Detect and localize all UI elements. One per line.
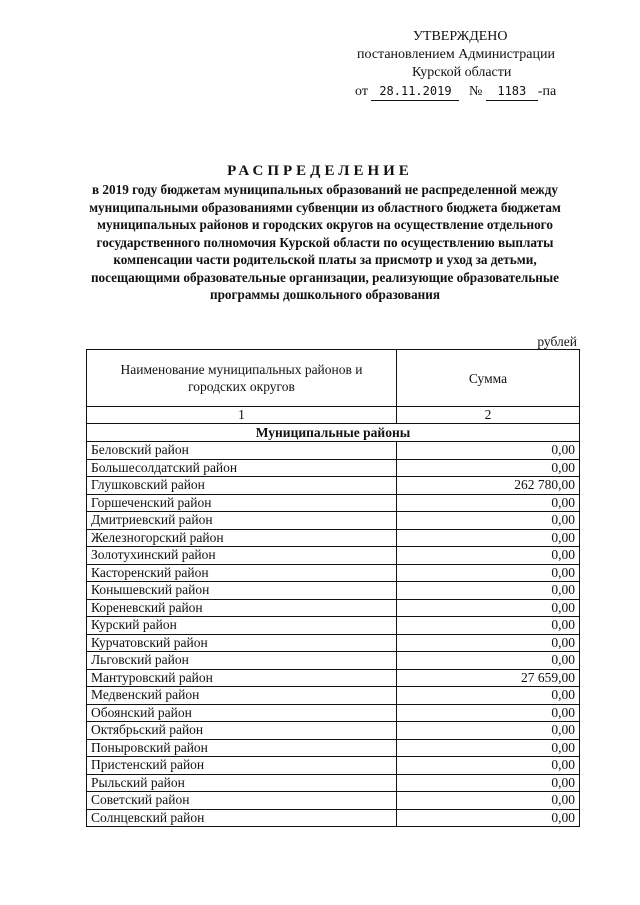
number-label: № (468, 84, 483, 99)
table-row (87, 792, 580, 810)
table-row (87, 652, 580, 670)
district-name: Золотухинский район (87, 547, 397, 565)
district-name: Кореневский район (87, 599, 397, 617)
district-amount: 0,00 (397, 582, 580, 600)
table-row (87, 512, 580, 530)
district-name: Курский район (87, 617, 397, 635)
section-row (87, 424, 580, 442)
district-amount: 0,00 (397, 459, 580, 477)
district-amount: 27 659,00 (397, 669, 580, 687)
district-amount: 0,00 (397, 547, 580, 565)
district-name: Касторенский район (87, 564, 397, 582)
district-name: Мантуровский район (87, 669, 397, 687)
document-title: РАСПРЕДЕЛЕНИЕ (227, 163, 413, 179)
unit-label: рублей (537, 334, 577, 349)
table-row (87, 809, 580, 827)
decree-number: 1183 (486, 82, 538, 101)
district-name: Глушковский район (87, 477, 397, 495)
table-row (87, 599, 580, 617)
district-name: Рыльский район (87, 774, 397, 792)
district-amount: 0,00 (397, 617, 580, 635)
district-amount: 0,00 (397, 722, 580, 740)
approval-date-line (355, 82, 595, 101)
column-number-1: 1 (87, 407, 397, 424)
district-name: Дмитриевский район (87, 512, 397, 530)
table-row (87, 582, 580, 600)
document-subtitle: в 2019 году бюджетам муниципальных образований не распределенной между муниципальными образованиями субвенции из областного бюджета бюджетам муниципальных районов и городских округов на осуществление отдельного государственного полномочия Курской области по осуществлению выплаты компенсации части родительской платы за присмотр и уход за детьми, посещающими образовательные организации, реализующие образовательные программы дошкольного образования (89, 182, 561, 302)
district-amount: 0,00 (397, 512, 580, 530)
district-name: Советский район (87, 792, 397, 810)
table-row (87, 739, 580, 757)
table-row (87, 529, 580, 547)
district-amount: 0,00 (397, 757, 580, 775)
district-name: Курчатовский район (87, 634, 397, 652)
district-amount: 0,00 (397, 739, 580, 757)
column-number-2: 2 (397, 407, 580, 424)
table-row (87, 442, 580, 460)
decree-suffix: -па (537, 84, 557, 99)
distribution-table (86, 349, 580, 827)
table-row (87, 704, 580, 722)
header-sum-cell: Сумма (397, 350, 580, 407)
district-name: Горшеченский район (87, 494, 397, 512)
district-name: Солнцевский район (87, 809, 397, 827)
district-amount: 0,00 (397, 442, 580, 460)
table-row (87, 634, 580, 652)
district-amount: 0,00 (397, 494, 580, 512)
table-row (87, 494, 580, 512)
district-amount: 0,00 (397, 687, 580, 705)
district-amount: 0,00 (397, 564, 580, 582)
district-amount: 0,00 (397, 809, 580, 827)
district-amount: 0,00 (397, 529, 580, 547)
district-name: Конышевский район (87, 582, 397, 600)
district-amount: 0,00 (397, 599, 580, 617)
district-name: Льговский район (87, 652, 397, 670)
decree-date: 28.11.2019 (371, 82, 459, 101)
district-name: Пристенский район (87, 757, 397, 775)
approval-block (355, 28, 595, 101)
district-amount: 0,00 (397, 652, 580, 670)
approval-decree-line: постановлением Администрации (357, 47, 555, 62)
district-amount: 0,00 (397, 774, 580, 792)
district-name: Поныровский район (87, 739, 397, 757)
table-row (87, 722, 580, 740)
district-amount: 0,00 (397, 792, 580, 810)
approval-heading: УТВЕРЖДЕНО (413, 29, 508, 44)
table-row (87, 547, 580, 565)
table-row (87, 774, 580, 792)
table-row (87, 477, 580, 495)
district-amount: 0,00 (397, 634, 580, 652)
district-name: Железногорский район (87, 529, 397, 547)
district-amount: 262 780,00 (397, 477, 580, 495)
table-row (87, 687, 580, 705)
approval-region-line: Курской области (412, 65, 512, 80)
column-number-row (87, 407, 580, 424)
table-header-row (87, 350, 580, 407)
district-name: Обоянский район (87, 704, 397, 722)
district-name: Медвенский район (87, 687, 397, 705)
district-name: Большесолдатский район (87, 459, 397, 477)
header-name-cell: Наименование муниципальных районов и городских округов (87, 350, 397, 407)
table-row (87, 564, 580, 582)
district-name: Беловский район (87, 442, 397, 460)
table-row (87, 617, 580, 635)
table-row (87, 459, 580, 477)
from-label: от (355, 84, 368, 99)
table-row (87, 669, 580, 687)
section-title: Муниципальные районы (87, 424, 580, 442)
table-row (87, 757, 580, 775)
district-amount: 0,00 (397, 704, 580, 722)
district-name: Октябрьский район (87, 722, 397, 740)
